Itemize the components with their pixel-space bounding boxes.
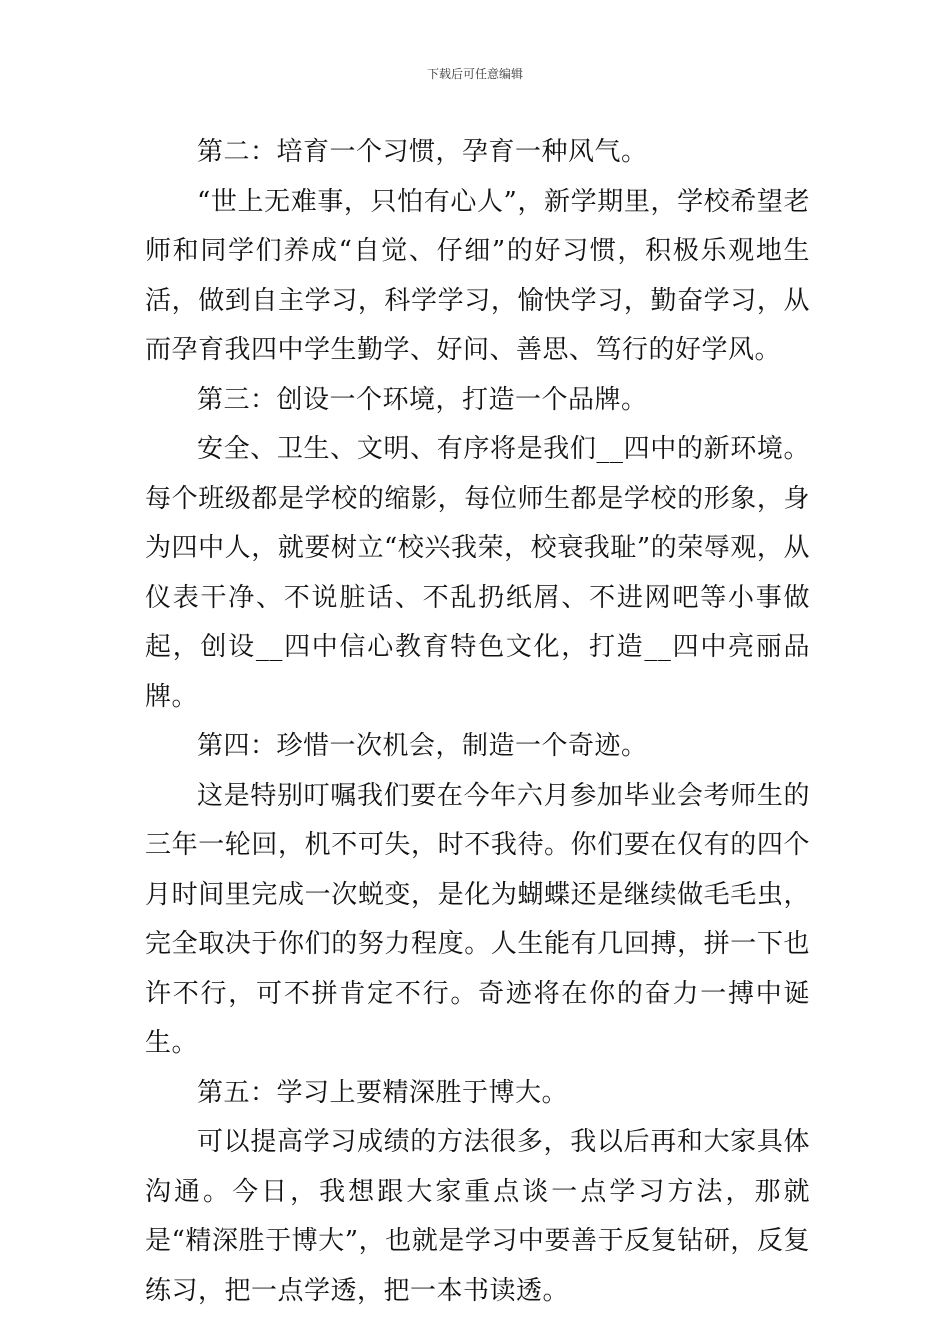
section-heading-2: 第二：培育一个习惯，孕育一种风气。 (197, 137, 648, 167)
paragraph-environment: 安全、卫生、文明、有序将是我们__四中的新环境。每个班级都是学校的缩影，每位师生都是学校的形象，身为四中人，就要树立“校兴我荣，校衰我耻”的荣辱观，从仪表干净、不说脏话、不乱扔纸屑、不进网吧等小事做起，创设__四中信心教育特色文化，打造__四中亮丽品牌。 (145, 434, 810, 712)
section-heading-4: 第四：珍惜一次机会，制造一个奇迹。 (197, 731, 648, 761)
paragraph-habit: “世上无难事，只怕有心人”，新学期里，学校希望老师和同学们养成“自觉、仔细”的好习惯，积极乐观地生活，做到自主学习，科学学习，愉快学习，勤奋学习，从而孕育我四中学生勤学、好问、善思、笃行的好学风。 (145, 186, 810, 365)
paragraph-opportunity: 这是特别叮嘱我们要在今年六月参加毕业会考师生的三年一轮回，机不可失，时不我待。你们要在仅有的四个月时间里完成一次蜕变，是化为蝴蝶还是继续做毛毛虫，完全取决于你们的努力程度。人生能有几回搏，拼一下也许不行，可不拼肯定不行。奇迹将在你的奋力一搏中诞生。 (145, 780, 810, 1058)
section-heading-3: 第三：创设一个环境，打造一个品牌。 (197, 384, 648, 415)
section-heading-5: 第五：学习上要精深胜于博大。 (197, 1077, 569, 1108)
paragraph-study-method: 可以提高学习成绩的方法很多，我以后再和大家具体沟通。今日，我想跟大家重点谈一点学习方法，那就是“精深胜于博大”，也就是学习中要善于反复钻研，反复练习，把一点学透，把一本书读透。 (145, 1127, 810, 1306)
page-header: 下载后可任意编辑 (426, 67, 523, 81)
document-body (145, 128, 810, 1316)
